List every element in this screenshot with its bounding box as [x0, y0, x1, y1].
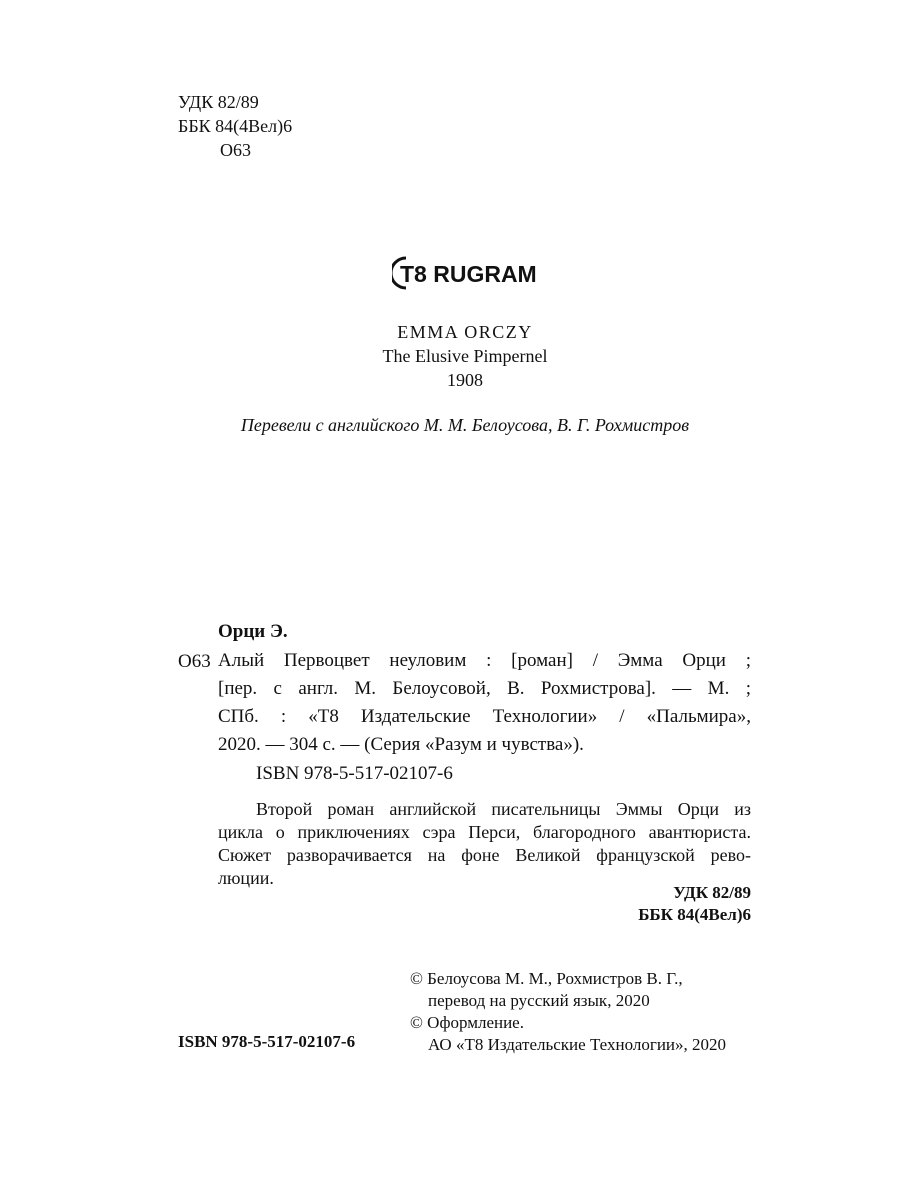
bbk-code-right: ББК 84(4Вел)6 — [638, 905, 751, 924]
bib-author-mark: О63 — [178, 651, 211, 672]
bib-author: Орци Э. — [218, 621, 288, 642]
annotation-line: цикла о приключениях сэра Перси, благородного авантюриста. — [218, 822, 751, 842]
t8-rugram-logo-icon — [392, 252, 542, 292]
copyright-line: АО «T8 Издательские Технологии», 2020 — [428, 1035, 727, 1054]
author-mark: О63 — [220, 140, 251, 160]
bib-line: 2020. — 304 с. — (Серия «Разум и чувства»). — [218, 734, 584, 755]
bib-description — [218, 647, 751, 759]
udk-code-right: УДК 82/89 — [673, 883, 751, 902]
annotation — [218, 798, 751, 890]
classification-codes — [178, 90, 292, 162]
bib-line: Алый Первоцвет неуловим : [роман] / Эмма Орци ; — [218, 650, 751, 671]
copyright-block — [410, 968, 726, 1056]
bib-isbn: ISBN 978-5-517-02107-6 — [256, 763, 453, 784]
annotation-line: Сюжет разворачивается на фоне Великой французской рево- — [218, 845, 751, 865]
original-author: EMMA ORCZY — [397, 322, 533, 342]
udk-code: УДК 82/89 — [178, 92, 259, 112]
translators-credit: Перевели с английского М. М. Белоусова, В. Г. Рохмистров — [240, 415, 690, 435]
annotation-line: Второй роман английской писательницы Эммы Орци из — [256, 799, 751, 819]
copyright-line: перевод на русский язык, 2020 — [428, 991, 650, 1010]
annotation-line: люции. — [218, 868, 274, 888]
original-year: 1908 — [447, 370, 483, 390]
logo-text: T8 RUGRAM — [400, 261, 537, 287]
original-title: The Elusive Pimpernel — [382, 346, 548, 366]
original-edition — [0, 320, 900, 392]
copyright-line: © Оформление. — [410, 1013, 524, 1032]
bbk-code: ББК 84(4Вел)6 — [178, 116, 293, 136]
classification-codes-right — [560, 882, 751, 926]
bib-line: [пер. с англ. М. Белоусовой, В. Рохмистрова]. — М. ; — [218, 678, 751, 699]
isbn-bottom: ISBN 978-5-517-02107-6 — [178, 1032, 356, 1051]
copyright-line: © Белоусова М. М., Рохмистров В. Г., — [410, 969, 683, 988]
publisher-logo — [392, 252, 542, 292]
bib-line: СПб. : «T8 Издательские Технологии» / «Пальмира», — [218, 706, 751, 727]
